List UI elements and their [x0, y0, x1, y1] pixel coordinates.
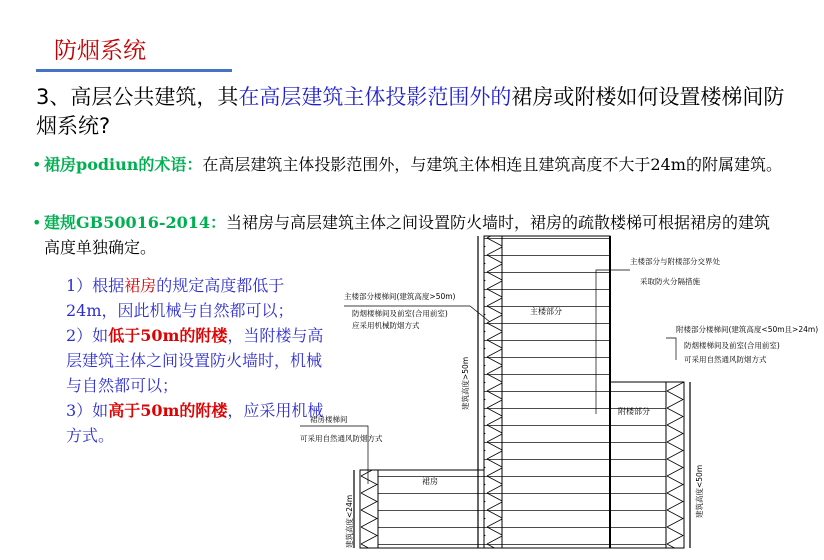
label-podium-stair-2: 可采用自然通风防烟方式 [300, 434, 383, 443]
label-boundary: 主楼部分与附楼部分交界处 [630, 257, 720, 266]
label-podium: 裙房 [422, 477, 438, 486]
main-stair-shaft [484, 236, 502, 548]
label-main-part: 主楼部分 [530, 307, 562, 316]
label-boundary-2: 采取防火分隔措施 [640, 277, 700, 286]
note-2-b: ，当附楼与高层建筑主体之间设置防火墙时，机械与自然都可以； [66, 326, 324, 395]
note-3-red: 高于50m的附楼 [108, 401, 228, 420]
question-prefix: 3、高层公共建筑，其 [36, 85, 239, 109]
page-title: 防烟系统 [54, 38, 146, 64]
label-height-main: 建筑高度>50m [461, 356, 470, 410]
bullet-text: 当裙房与高层建筑主体之间设置防火墙时，裙房的疏散楼梯可根据裙房的建筑高度单独确定。 [44, 213, 771, 257]
label-height-podium: 建筑高度<24m [345, 494, 354, 548]
question-suffix: 裙房或附楼如何设置楼梯间防烟系统? [36, 85, 785, 138]
bullet-dot-icon: • [32, 213, 42, 232]
label-annex-part: 附楼部分 [618, 407, 650, 416]
label-annex-stair-2: 防烟楼梯间及前室(合用前室) [684, 341, 780, 350]
bullet-text: 在高层建筑主体投影范围外，与建筑主体相连且建筑高度不大于24m的附属建筑。 [202, 155, 782, 174]
note-2-red: 低于50m的附楼 [108, 326, 228, 345]
label-annex-stair: 附楼部分楼梯间(建筑高度<50m且>24m) [676, 325, 819, 334]
label-annex-stair-3: 可采用自然通风防烟方式 [684, 355, 767, 364]
note-1-b: 的规定高度都低于24m，因此机械与自然都可以； [66, 276, 294, 320]
label-main-stair-3: 应采用机械防烟方式 [352, 321, 420, 330]
bullet-term: 建规GB50016-2014： [44, 213, 227, 232]
label-main-stair-2: 防烟楼梯间及前室(合用前室) [352, 309, 448, 318]
label-podium-stair: 裙房楼梯间 [310, 415, 348, 424]
bullet-term: 裙房podiun的术语： [44, 155, 203, 174]
main-tower [484, 236, 610, 548]
note-1-red: 裙房 [124, 276, 157, 295]
note-1-a: 1）根据 [66, 276, 125, 295]
note-3-b: ，应采用机械方式。 [66, 401, 324, 445]
question-highlight: 在高层建筑主体投影范围外的 [238, 85, 512, 109]
label-main-stair: 主楼部分楼梯间(建筑高度>50m) [344, 292, 456, 301]
note-3-a: 3）如 [66, 401, 109, 420]
note-2-a: 2）如 [66, 326, 109, 345]
label-height-annex: 建筑高度<50m [695, 464, 704, 518]
podium-stair-shaft [360, 470, 378, 548]
bullet-dot-icon: • [32, 155, 42, 174]
annex-stair-shaft [666, 382, 684, 548]
